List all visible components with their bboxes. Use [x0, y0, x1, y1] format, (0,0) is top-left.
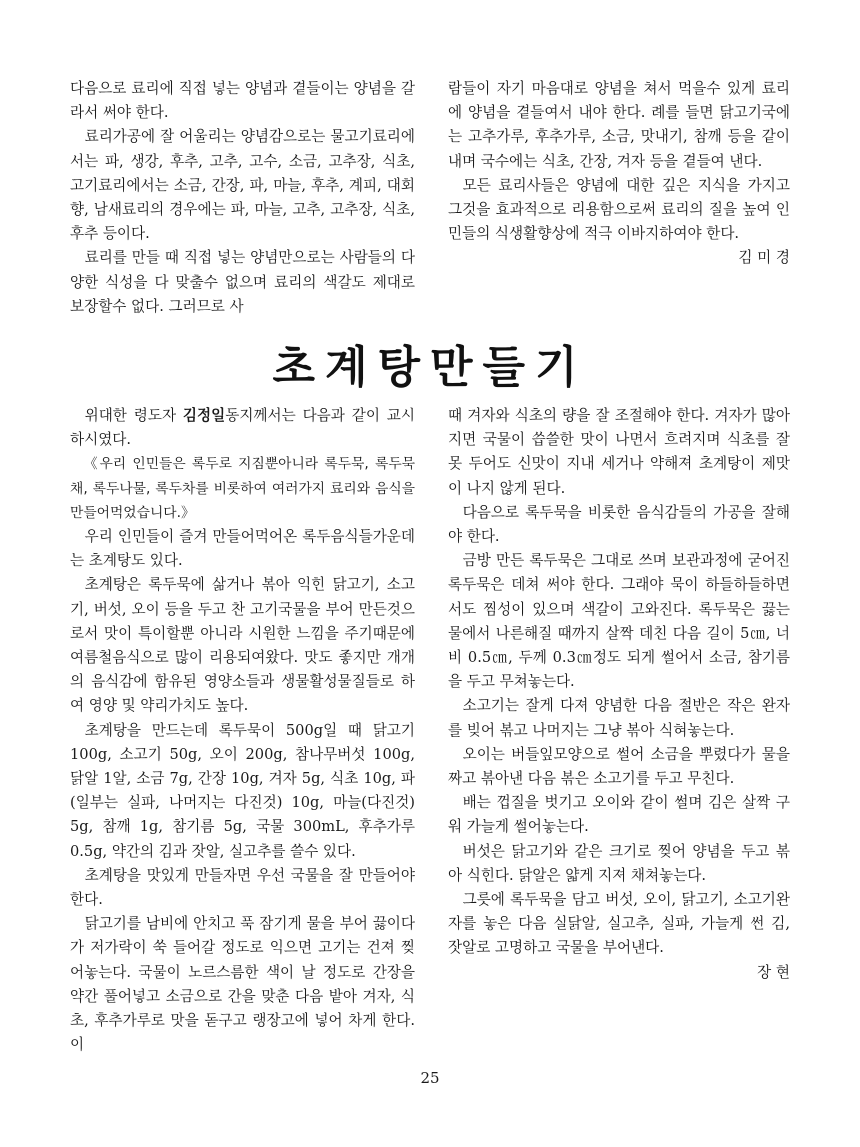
article1-left-paragraph: 료리가공에 잘 어울리는 양념감으로는 물고기료리에서는 파, 생강, 후추, 고추, 고수, 소금, 고추장, 식초, 고기료리에서는 소금, 간장, 파, 마늘, 후추, 계피, 대회향, 남새료리의 경우에는 파, 마늘, 고추, 고추장, 식초, 후추 등이다. [70, 128, 415, 243]
article2-right-paragraph: 때 겨자와 식초의 량을 잘 조절해야 한다. 겨자가 많아지면 국물이 씁쓸한 맛이 나면서 흐려지며 식초를 잘못 두어도 신맛이 지내 세거나 약해져 초계탕이 제맛이 나지 않게 된다. [448, 407, 790, 497]
leader-name: 김정일 [182, 407, 226, 424]
article2-right-paragraph: 금방 만든 록두묵은 그대로 쓰며 보관과정에 굳어진 록두묵은 데쳐 써야 한다. 그래야 묵이 하들하들하면서도 찜성이 있으며 색갈이 고와진다. 록두묵은 끓는물에서 나른해질 때까지 살짝 데친 다음 길이 5㎝, 너비 0.5㎝, 두께 0.3㎝정도 되게 썰어서 소금, 참기름을 두고 무쳐놓는다. [448, 552, 790, 691]
article1-left-paragraph: 다음으로 료리에 직접 넣는 양념과 곁들이는 양념을 갈라서 써야 한다. [70, 80, 415, 122]
article2-right-paragraph: 다음으로 록두묵을 비롯한 음식감들의 가공을 잘해야 한다. [448, 503, 790, 546]
article2-left-paragraph: 초계탕을 맛있게 만들자면 우선 국물을 잘 만들어야 한다. [70, 866, 415, 909]
article1-right-paragraph: 람들이 자기 마음대로 양념을 쳐서 먹을수 있게 료리에 양념을 곁들여서 내야 한다. 례를 들면 닭고기국에는 고추가루, 후추가루, 소금, 맛내기, 참깨 등을 같이 내며 국수에는 식초, 간장, 겨자 등을 곁들여 낸다. [448, 80, 790, 170]
intro-after: 동지께서는 다음과 같이 교시하시였다. [70, 407, 415, 449]
article2-right-paragraph: 오이는 버들잎모양으로 썰어 소금을 뿌렸다가 물을 짜고 볶아낸 다음 볶은 소고기를 두고 무친다. [448, 745, 790, 788]
article2-left-paragraph: 닭고기를 남비에 안치고 푹 잠기게 물을 부어 끓이다가 저가락이 쑥 들어갈 정도로 익으면 고기는 건져 찢어놓는다. 국물이 노르스름한 색이 날 정도로 간장을 약간 풀어넣고 소금으로 간을 맞춘 다음 밭아 겨자, 식초, 후추가루로 맛을 돋구고 랭장고에 넣어 차게 한다. 이 [70, 915, 415, 1054]
article2-author: 장 현 [757, 963, 790, 981]
article2-right-paragraph: 그릇에 록두묵을 담고 버섯, 오이, 닭고기, 소고기완자를 놓은 다음 실닭알, 실고추, 실파, 가늘게 썬 김, 잣알로 고명하고 국물을 부어낸다. [448, 891, 790, 957]
article2-right-paragraph: 소고기는 잘게 다져 양념한 다음 절반은 작은 완자를 빚어 볶고 나머지는 그냥 볶아 식혀놓는다. [448, 697, 790, 739]
article2-left-paragraph: 우리 인민들이 즐겨 만들어먹어온 록두음식들가운데는 초계탕도 있다. [70, 528, 415, 570]
intro-before: 위대한 령도자 [84, 407, 183, 424]
article2-title: 초계탕만들기 [272, 342, 588, 393]
article2-right-column [448, 404, 790, 985]
article2-left-paragraph: 초계탕을 만드는데 록두묵이 500g일 때 닭고기 100g, 소고기 50g, 오이 200g, 참나무버섯 100g, 닭알 1알, 소금 7g, 간장 10g, 겨자 5g, 식초 10g, 파(일부는 실파, 나머지는 다진것) 10g, 마늘(다진것) 5g, 참깨 1g, 참기름 5g, 국물 300mL, 후추가루 0.5g, 약간의 김과 잣알, 실고추를 쓸수 있다. [70, 721, 415, 860]
page-number: 25 [420, 1069, 440, 1087]
article2-right-paragraph: 버섯은 닭고기와 같은 크기로 찢어 양념을 두고 볶아 식힌다. 닭알은 얇게 지져 채쳐놓는다. [448, 842, 790, 884]
article2-intro [70, 404, 415, 452]
article2-quote: 《우리 인민들은 록두로 지짐뿐아니라 록두묵, 록두묵채, 록두나물, 록두차를 비롯하여 여러가지 료리와 음식을 만들어먹었습니다.》 [70, 456, 415, 521]
article1-left-column [70, 77, 415, 319]
article1-right-column [448, 77, 790, 271]
article1-right-paragraph: 모든 료리사들은 양념에 대한 깊은 지식을 가지고 그것을 효과적으로 리용함으로써 료리의 질을 높여 인민들의 식생활향상에 적극 이바지하여야 한다. [448, 176, 790, 243]
article2-right-paragraph: 배는 껍질을 벗기고 오이와 같이 썰며 김은 살짝 구워 가늘게 썰어놓는다. [448, 794, 790, 836]
article2-left-column [70, 404, 415, 1057]
article1-left-paragraph: 료리를 만들 때 직접 넣는 양념만으로는 사람들의 다양한 식성을 다 맞출수 없으며 료리의 색갈도 제대로 보장할수 없다. 그러므로 사 [70, 249, 415, 315]
article1-author: 김 미 경 [738, 249, 790, 267]
article2-left-paragraph: 초계탕은 록두묵에 삶거나 볶아 익힌 닭고기, 소고기, 버섯, 오이 등을 두고 찬 고기국물을 부어 만든것으로서 맛이 특이할뿐 아니라 시원한 느낌을 주기때문에 여름철음식으로 많이 리용되여왔다. 맛도 좋지만 개개의 음식감에 함유된 영양소들과 생물활성물질들로 하여 영양 및 약리가치도 높다. [70, 576, 415, 715]
